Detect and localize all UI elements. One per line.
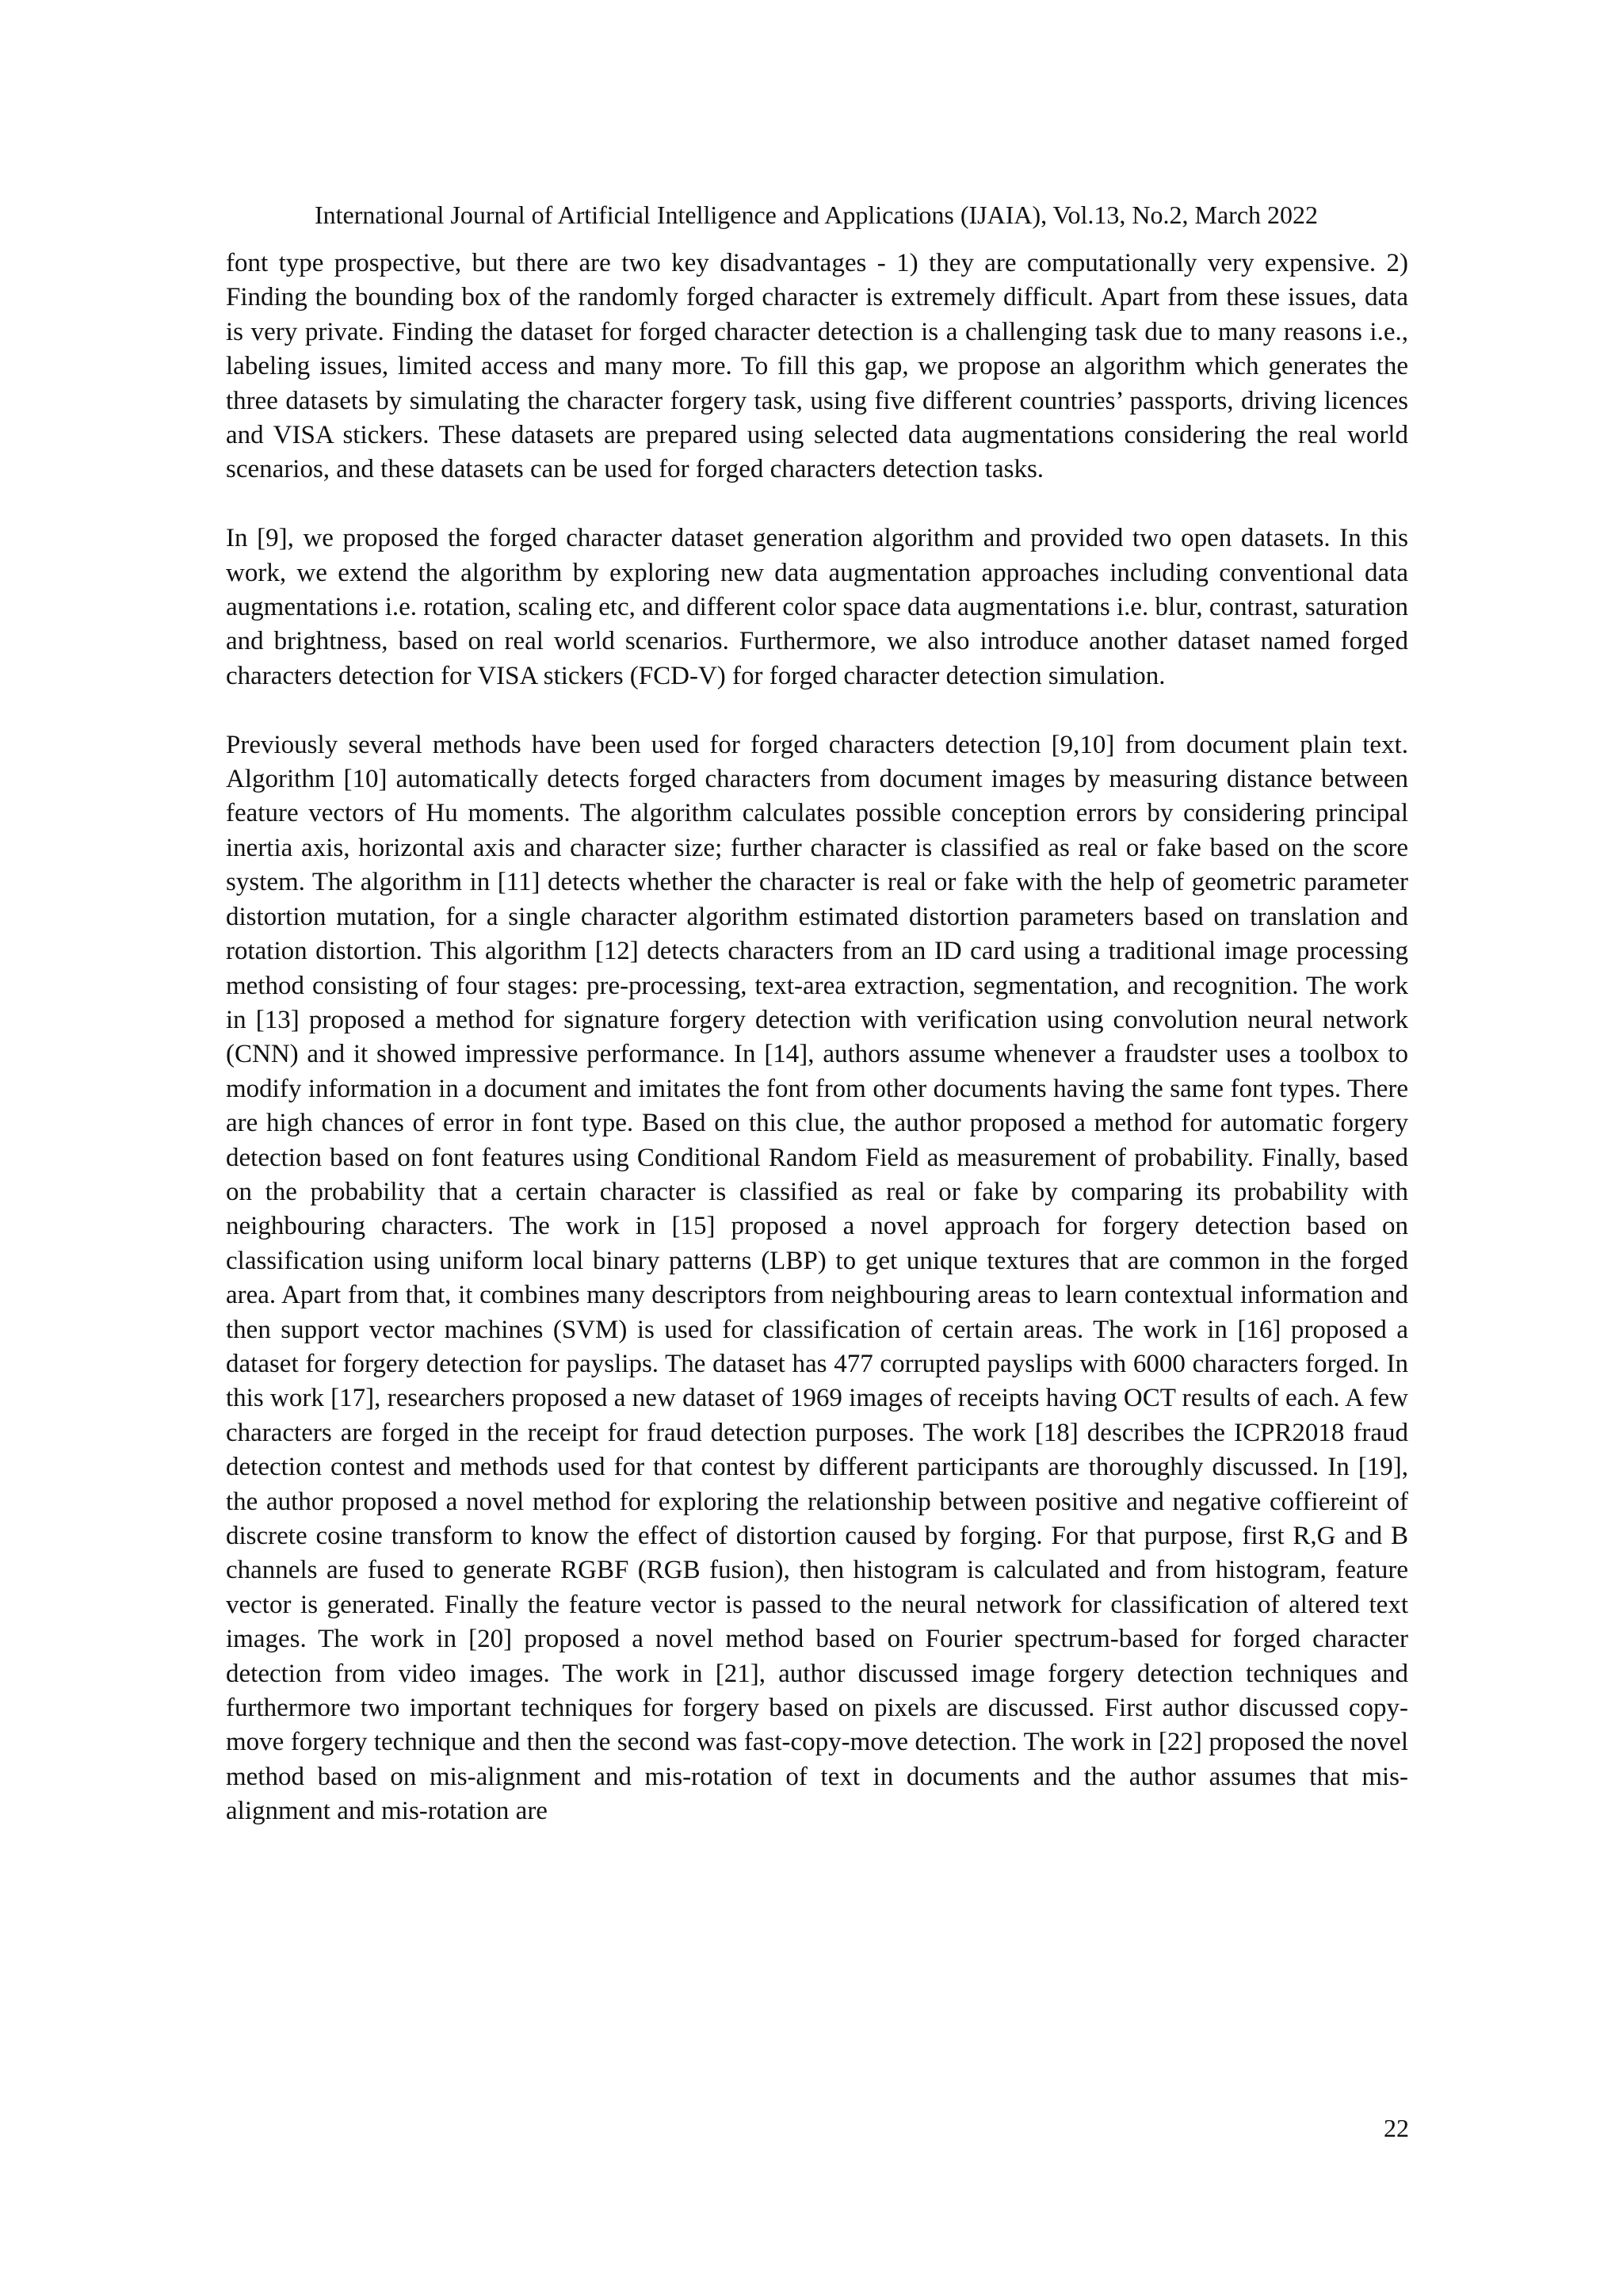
body-paragraph-1: font type prospective, but there are two key disadvantages - 1) they are computationally very expensive. 2) Finding the bounding box of the randomly forged character is extremely difficult. Apart from these issues, data is very private. Finding the dataset for forged character detection is a challenging task due to many reasons i.e., labeling issues, limited access and many more. To fill this gap, we propose an algorithm which generates the three datasets by simulating the character forgery task, using five different countries’ passports, driving licences and VISA stickers. These datasets are prepared using selected data augmentations considering the real world scenarios, and these datasets can be used for forged characters detection tasks. [226, 249, 1408, 484]
page-number: 22 [1384, 2114, 1409, 2142]
body-paragraph-2: In [9], we proposed the forged character dataset generation algorithm and provided two open datasets. In this work, we extend the algorithm by exploring new data augmentation approaches including conventional data augmentations i.e. rotation, scaling etc, and different color space data augmentations i.e. blur, contrast, saturation and brightness, based on real world scenarios. Furthermore, we also introduce another dataset named forged characters detection for VISA stickers (FCD-V) for forged character detection simulation. [226, 524, 1408, 690]
body-text [226, 246, 1408, 1863]
running-header: International Journal of Artificial Intelligence and Applications (IJAIA), Vol.13, No.2, March 2022 [314, 201, 1319, 229]
body-paragraph-3: Previously several methods have been used for forged characters detection [9,10] from document plain text. Algorithm [10] automatically detects forged characters from document images by measuring distance between feature vectors of Hu moments. The algorithm calculates possible conception errors by considering principal inertia axis, horizontal axis and character size; further character is classified as real or fake based on the score system. The algorithm in [11] detects whether the character is real or fake with the help of geometric parameter distortion mutation, for a single character algorithm estimated distortion parameters based on translation and rotation distortion. This algorithm [12] detects characters from an ID card using a traditional image processing method consisting of four stages: pre-processing, text-area extraction, segmentation, and recognition. The work in [13] proposed a method for signature forgery detection with verification using convolution neural network (CNN) and it showed impressive performance. In [14], authors assume whenever a fraudster uses a toolbox to modify information in a document and imitates the font from other documents having the same font types. There are high chances of error in font type. Based on this clue, the author proposed a method for automatic forgery detection based on font features using Conditional Random Field as measurement of probability. Finally, based on the probability that a certain character is classified as real or fake by comparing its probability with neighbouring characters. The work in [15] proposed a novel approach for forgery detection based on classification using uniform local binary patterns (LBP) to get unique textures that are common in the forged area. Apart from that, it combines many descriptors from neighbouring areas to learn contextual information and then support vector machines (SVM) is used for classification of certain areas. The work in [16] proposed a dataset for forgery detection for payslips. The dataset has 477 corrupted payslips with 6000 characters forged. In this work [17], researchers proposed a new dataset of 1969 images of receipts having OCT results of each. A few characters are forged in the receipt for fraud detection purposes. The work [18] describes the ICPR2018 fraud detection contest and methods used for that contest by different participants are thoroughly discussed. In [19], the author proposed a novel method for exploring the relationship between positive and negative coffiereint of discrete cosine transform to know the effect of distortion caused by forging. For that purpose, first R,G and B channels are fused to generate RGBF (RGB fusion), then histogram is calculated and from histogram, feature vector is generated. Finally the feature vector is passed to the neural network for classification of altered text images. The work in [20] proposed a novel method based on Fourier spectrum-based for forged character detection from video images. The work in [21], author discussed image forgery detection techniques and furthermore two important techniques for forgery based on pixels are discussed. First author discussed copy-move forgery technique and then the second was fast-copy-move detection. The work in [22] proposed the novel method based on mis-alignment and mis-rotation of text in documents and the author assumes that mis-alignment and mis-rotation are [226, 730, 1408, 1826]
